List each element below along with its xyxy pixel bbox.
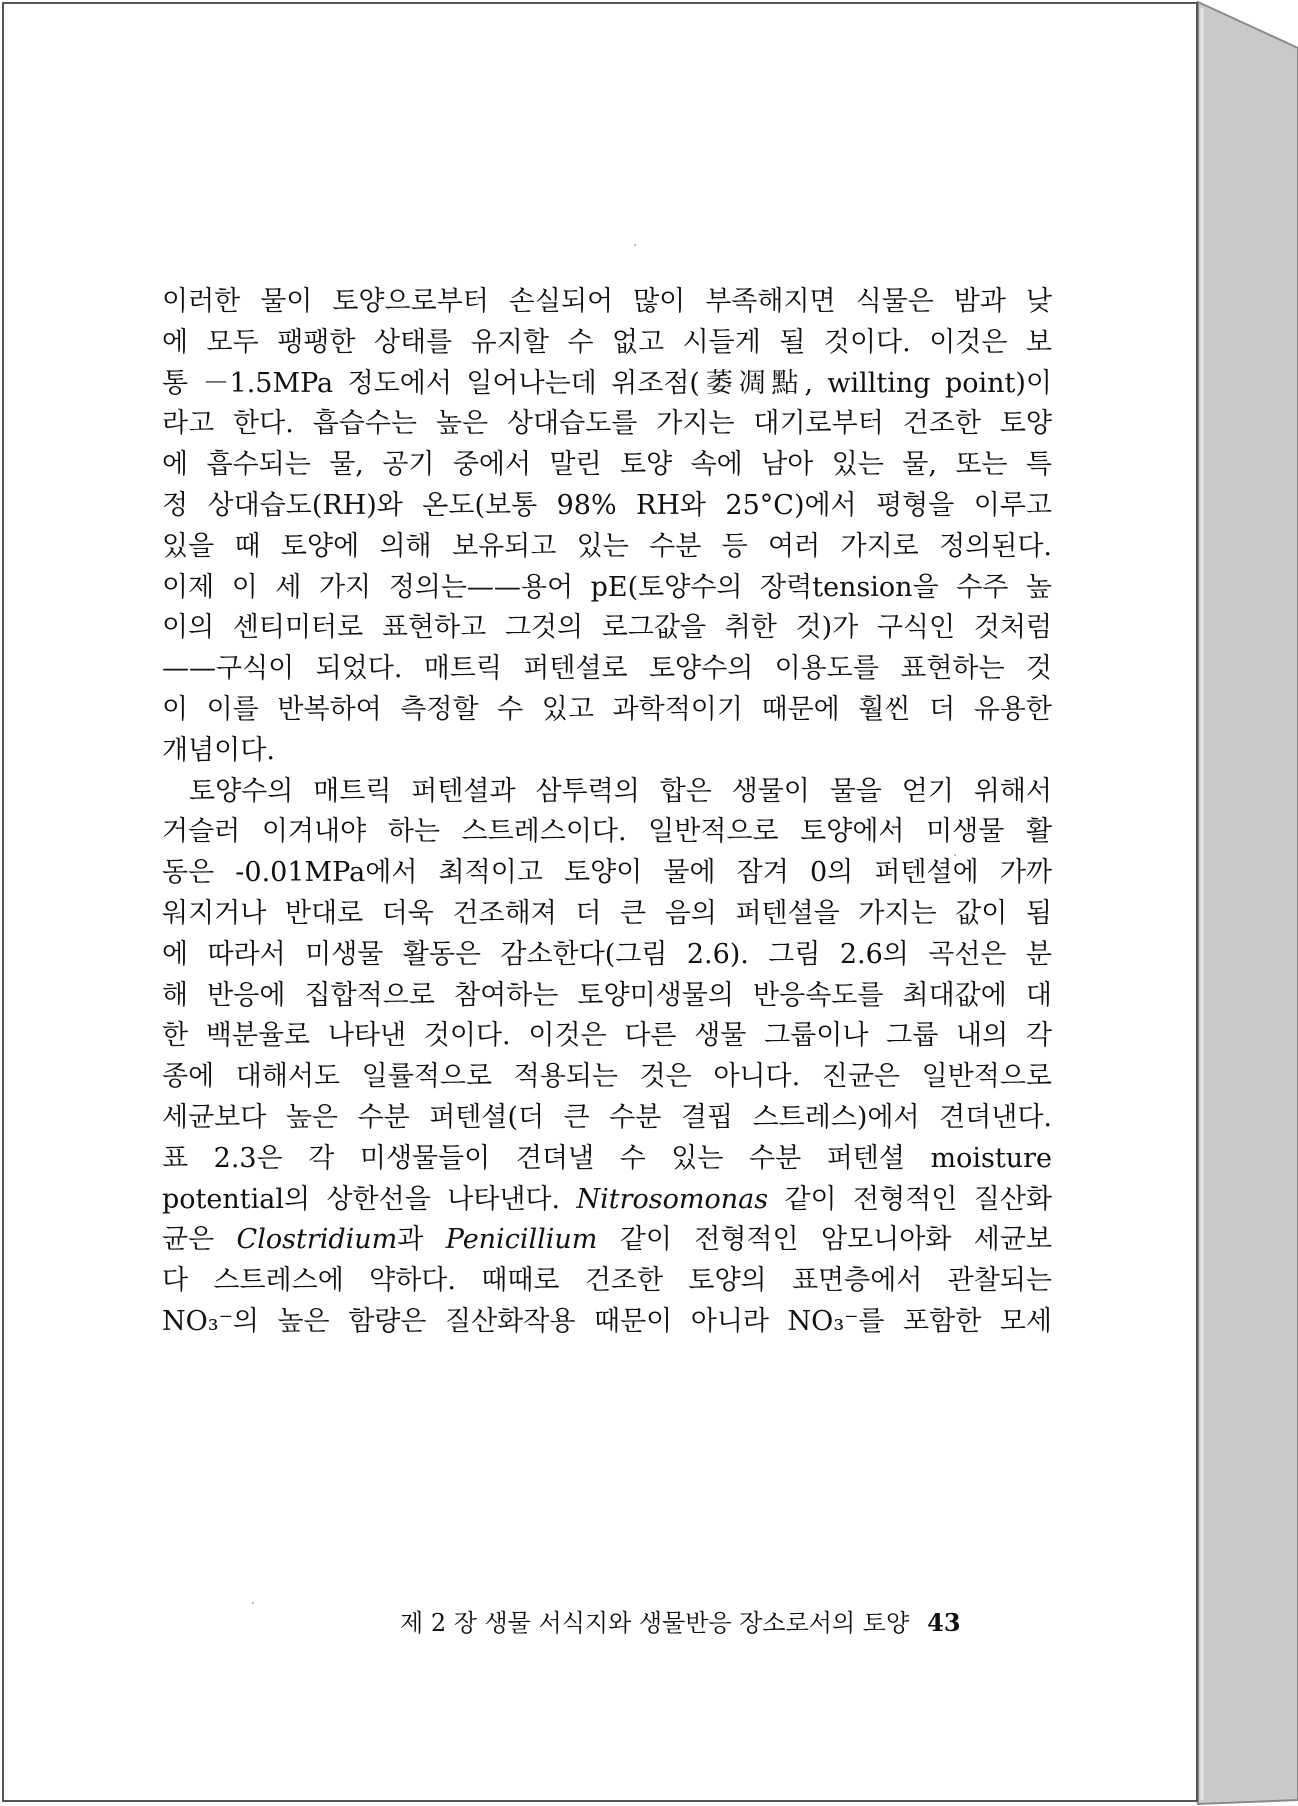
italic-genus-name: Clostridium xyxy=(236,1224,398,1256)
text-line: 종에 대해서도 일률적으로 적용되는 것은 아니다. 진균은 일반적으로 xyxy=(162,1061,1052,1093)
text-line: 다 스트레스에 약하다. 때때로 건조한 토양의 표면층에서 관찰되는 xyxy=(162,1265,1052,1297)
text-line: 에 흡수되는 물, 공기 중에서 말린 토양 속에 남아 있는 물, 또는 특 xyxy=(162,449,1052,481)
body-text xyxy=(162,282,1052,1343)
running-chapter-title: 제 2 장 생물 서식지와 생물반응 장소로서의 토양 xyxy=(400,1609,910,1637)
page-number: 43 xyxy=(927,1608,961,1637)
text-line: 통 －1.5MPa 정도에서 일어나는데 위조점(萎凋點, willting point)이 xyxy=(162,367,1052,399)
text-line: 정 상대습도(RH)와 온도(보통 98% RH와 25°C)에서 평형을 이루고 xyxy=(162,489,1052,521)
text-line: NO₃⁻의 높은 함량은 질산화작용 때문이 아니라 NO₃⁻를 포함한 모세 xyxy=(162,1305,1052,1337)
text-line: ——구식이 되었다. 매트릭 퍼텐셜로 토양수의 이용도를 표현하는 것 xyxy=(162,653,1052,685)
text-line: 해 반응에 집합적으로 참여하는 토양미생물의 반응속도를 최대값에 대 xyxy=(162,979,1052,1011)
text-line: 에 모두 팽팽한 상태를 유지할 수 없고 시들게 될 것이다. 이것은 보 xyxy=(162,326,1052,358)
scan-speck xyxy=(252,1602,254,1604)
text-line xyxy=(162,1220,1052,1261)
text-run: 균은 xyxy=(162,1224,237,1256)
text-line: 이 이를 반복하여 측정할 수 있고 과학적이기 때문에 훨씬 더 유용한 xyxy=(162,693,1052,725)
text-line: 라고 한다. 흡습수는 높은 상대습도를 가지는 대기로부터 건조한 토양 xyxy=(162,408,1052,440)
text-line: 이의 센티미터로 표현하고 그것의 로그값을 취한 것)가 구식인 것처럼 xyxy=(162,612,1052,644)
text-run: potential의 상한선을 나타낸다. xyxy=(162,1183,577,1215)
text-run: 과 xyxy=(397,1224,446,1256)
text-line xyxy=(162,1180,1052,1221)
text-line: 거슬러 이겨내야 하는 스트레스이다. 일반적으로 토양에서 미생물 활 xyxy=(162,816,1052,848)
text-line: 토양수의 매트릭 퍼텐셜과 삼투력의 합은 생물이 물을 얻기 위해서 xyxy=(189,775,1052,807)
text-line: 에 따라서 미생물 활동은 감소한다(그림 2.6). 그림 2.6의 곡선은 분 xyxy=(162,938,1052,970)
text-line: 워지거나 반대로 더욱 건조해져 더 큰 음의 퍼텐셜을 가지는 값이 됨 xyxy=(162,897,1052,929)
text-line: 있을 때 토양에 의해 보유되고 있는 수분 등 여러 가지로 정의된다. xyxy=(162,530,1052,562)
text-line: 동은 -0.01MPa에서 최적이고 토양이 물에 잠겨 0의 퍼텐셜에 가까 xyxy=(162,857,1052,889)
italic-genus-name: Nitrosomonas xyxy=(576,1183,769,1215)
text-line: 이러한 물이 토양으로부터 손실되어 많이 부족해지면 식물은 밤과 낮 xyxy=(162,286,1052,317)
scan-speck xyxy=(634,244,636,246)
text-line: 개념이다. xyxy=(162,734,275,766)
text-line: 이제 이 세 가지 정의는——용어 pE(토양수의 장력tension을 수주 높 xyxy=(162,571,1052,603)
text-run: 같이 전형적인 암모니아화 세균보 xyxy=(597,1224,1052,1256)
text-line: 세균보다 높은 수분 퍼텐셜(더 큰 수분 결핍 스트레스)에서 견뎌낸다. xyxy=(162,1101,1052,1133)
italic-genus-name: Penicillium xyxy=(445,1224,598,1256)
page-footer xyxy=(400,1603,1025,1638)
text-line: 한 백분율로 나타낸 것이다. 이것은 다른 생물 그룹이나 그룹 내의 각 xyxy=(162,1020,1052,1052)
text-run: 같이 전형적인 질산화 xyxy=(768,1183,1052,1215)
text-line: 표 2.3은 각 미생물들이 견뎌낼 수 있는 수분 퍼텐셜 moisture xyxy=(162,1142,1052,1174)
